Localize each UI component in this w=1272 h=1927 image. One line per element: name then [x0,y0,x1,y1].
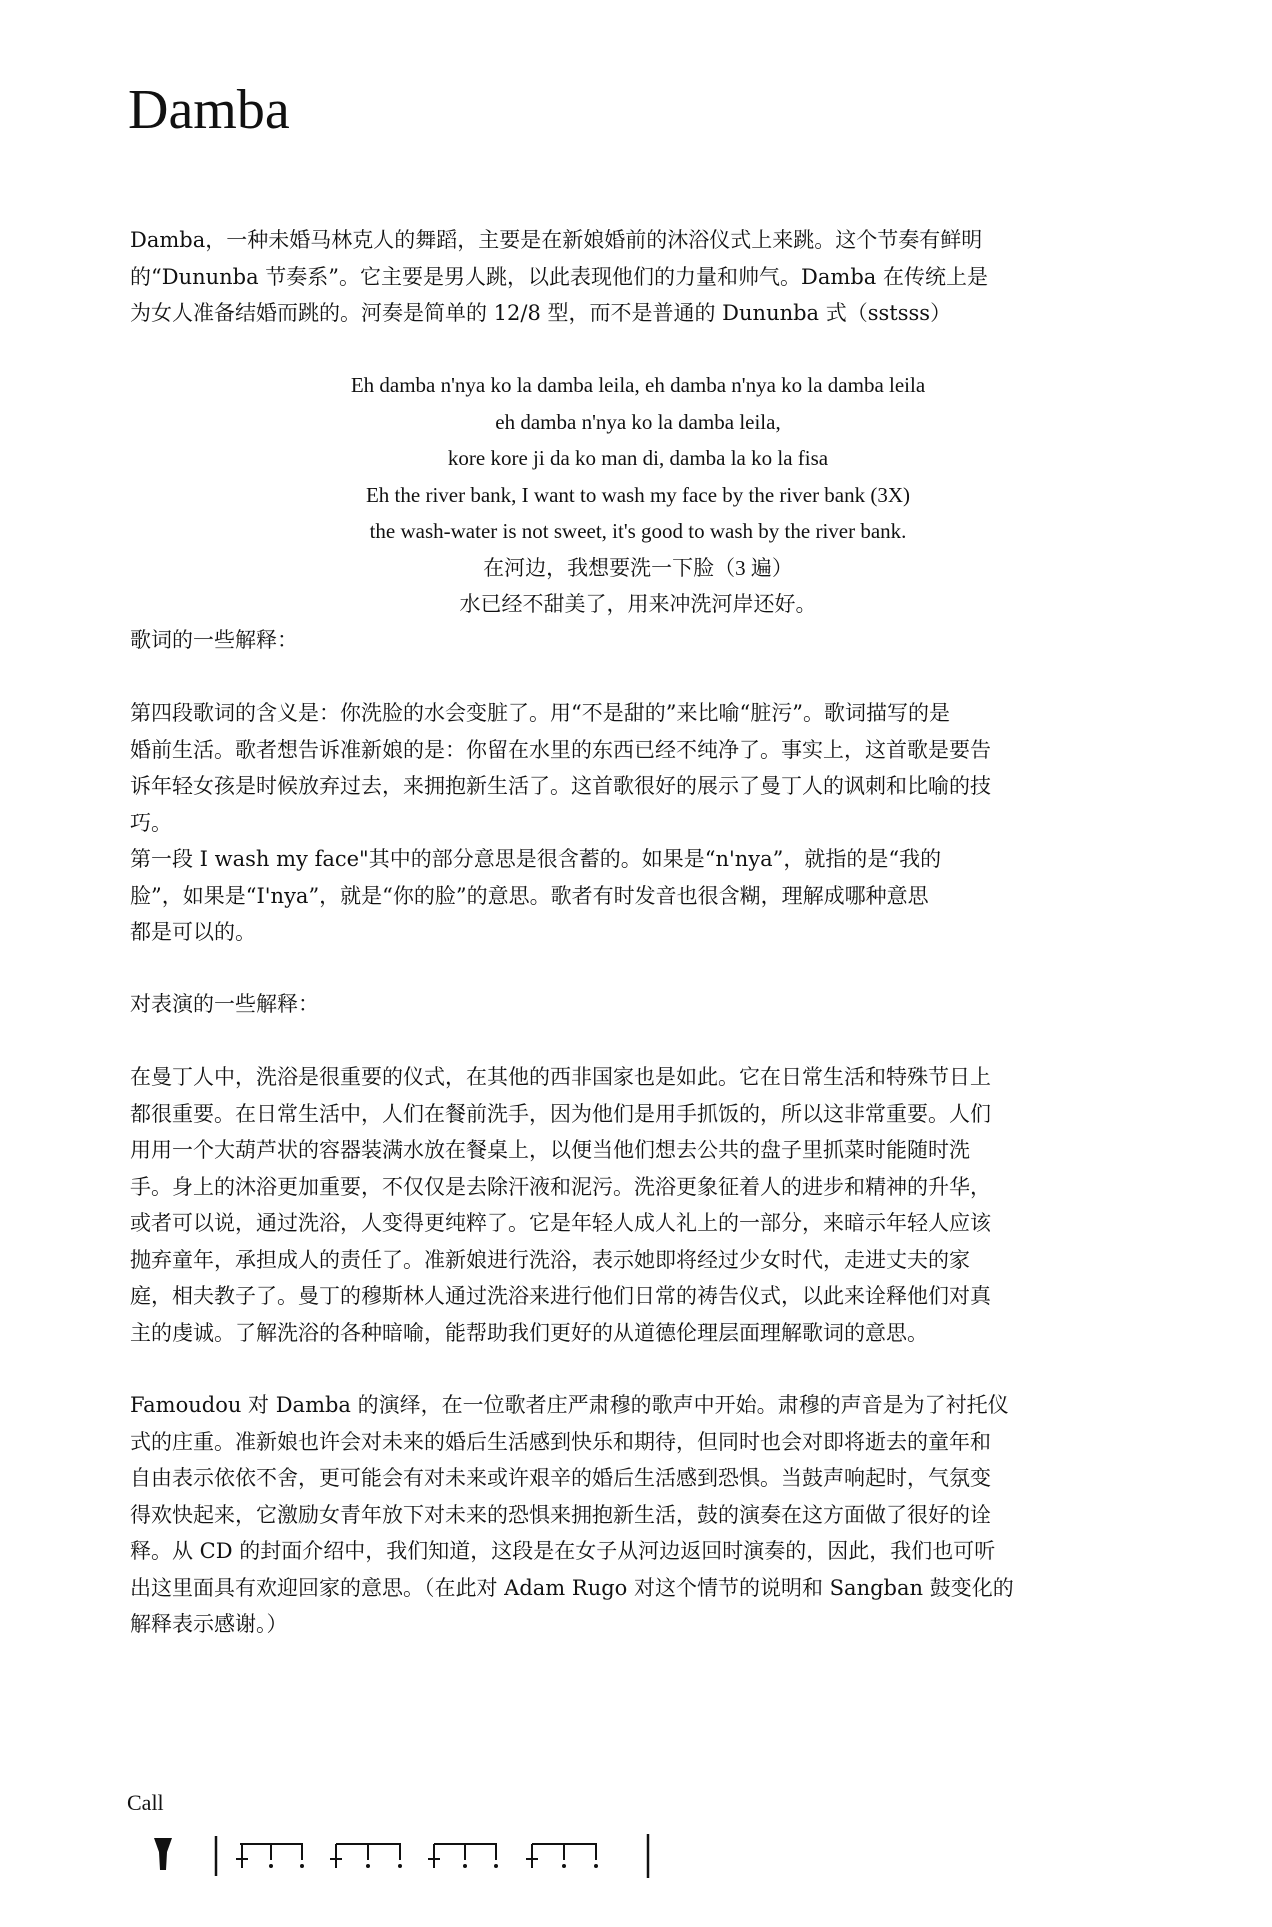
notes-line: 脸”，如果是“I'nya”，就是“你的脸”的意思。歌者有时发音也很含糊，理解成哪种意思 [130,883,929,908]
notes-line: 第一段 I wash my face"其中的部分意思是很含蓄的。如果是“n'nya”，就指的是“我的 [130,847,942,871]
famoudou-line: 得欢快起来，它激励女青年放下对未来的恐惧来拥抱新生活，鼓的演奏在这方面做了很好的诠 [130,1502,991,1527]
notes-line: 婚前生活。歌者想告诉准新娘的是：你留在水里的东西已经不纯净了。事实上，这首歌是要告 [130,737,991,762]
lyrics-notes-heading: 歌词的一些解释： [130,628,298,652]
beat-group [330,1844,400,1868]
lyric-line: Eh the river bank, I want to wash my face by the river bank (3X) [365,482,911,507]
performance-line: 手。身上的沐浴更加重要，不仅仅是去除汗液和泥污。洗浴更象征着人的进步和精神的升华， [130,1174,991,1199]
lyric-line: the wash-water is not sweet, it's good to wash by the river bank. [369,519,907,543]
famoudou-line: Famoudou 对 Damba 的演绎，在一位歌者庄严肃穆的歌声中开始。肃穆的声音是为了衬托仪 [130,1393,1009,1417]
notes-line: 诉年轻女孩是时候放弃过去，来拥抱新生活了。这首歌很好的展示了曼丁人的讽刺和比喻的技 [130,774,991,798]
call-label: Call [127,1790,164,1815]
lyric-line: kore kore ji da ko man di, damba la ko la fisa [447,446,829,470]
lyric-line: Eh damba n'nya ko la damba leila, eh damba n'nya ko la damba leila [350,373,926,397]
performance-line: 庭，相夫教子了。曼丁的穆斯林人通过洗浴来进行他们日常的祷告仪式，以此来诠释他们对真 [130,1284,991,1308]
djembe-icon [154,1838,172,1870]
famoudou-line: 释。从 CD 的封面介绍中，我们知道，这段是在女子从河边返回时演奏的，因此，我们也可听 [130,1539,996,1563]
notes-line: 第四段歌词的含义是：你洗脸的水会变脏了。用“不是甜的”来比喻“脏污”。歌词描写的是 [130,701,950,725]
lyrics-notes-paragraph [130,695,1150,951]
performance-paragraph [130,1059,1150,1351]
performance-line: 都很重要。在日常生活中，人们在餐前洗手，因为他们是用手抓饭的，所以这非常重要。人们 [130,1101,991,1126]
intro-line: 的“Dununba 节奏系”。它主要是男人跳，以此表现他们的力量和帅气。Damba 在传统上是 [130,264,988,289]
famoudou-line: 解释表示感谢。） [130,1612,288,1636]
performance-line: 用用一个大葫芦状的容器装满水放在餐桌上，以便当他们想去公共的盘子里抓菜时能随时洗 [130,1138,970,1162]
performance-line: 主的虔诚。了解洗浴的各种暗喻，能帮助我们更好的从道德伦理层面理解歌词的意思。 [130,1320,928,1345]
lyrics-block [128,367,1148,623]
lyric-line: 水已经不甜美了，用来冲洗河岸还好。 [459,592,817,616]
page-title: Damba [128,79,290,141]
famoudou-line: 出这里面具有欢迎回家的意思。（在此对 Adam Rugo 对这个情节的说明和 Sangban 鼓变化的 [130,1575,1014,1600]
famoudou-line: 自由表示依依不舍，更可能会有对未来或许艰辛的婚后生活感到恐惧。当鼓声响起时，气氛变 [130,1466,991,1490]
lyric-line: eh damba n'nya ko la damba leila, [495,409,781,434]
lyric-line: 在河边，我想要洗一下脸（3 遍） [483,555,793,580]
beat-group [428,1844,496,1868]
rhythm-notation [150,1826,670,1886]
intro-line: Damba，一种未婚马林克人的舞蹈，主要是在新娘婚前的沐浴仪式上来跳。这个节奏有鲜明 [130,228,983,252]
beat-group [526,1844,596,1868]
intro-paragraph [130,222,1150,332]
performance-line: 或者可以说，通过洗浴，人变得更纯粹了。它是年轻人成人礼上的一部分，来暗示年轻人应该 [130,1211,991,1235]
performance-notes-heading: 对表演的一些解释： [130,992,319,1016]
performance-line: 抛弃童年，承担成人的责任了。准新娘进行洗浴，表示她即将经过少女时代，走进丈夫的家 [130,1247,970,1272]
intro-line: 为女人准备结婚而跳的。河奏是简单的 12/8 型，而不是普通的 Dununba 式（sstsss） [130,301,952,325]
performance-line: 在曼丁人中，洗浴是很重要的仪式，在其他的西非国家也是如此。它在日常生活和特殊节日上 [130,1065,991,1089]
beat-group [236,1844,302,1868]
famoudou-line: 式的庄重。准新娘也许会对未来的婚后生活感到快乐和期待，但同时也会对即将逝去的童年和 [130,1429,991,1454]
notes-line: 巧。 [130,810,172,835]
notes-line: 都是可以的。 [130,920,256,944]
famoudou-paragraph [130,1387,1150,1643]
